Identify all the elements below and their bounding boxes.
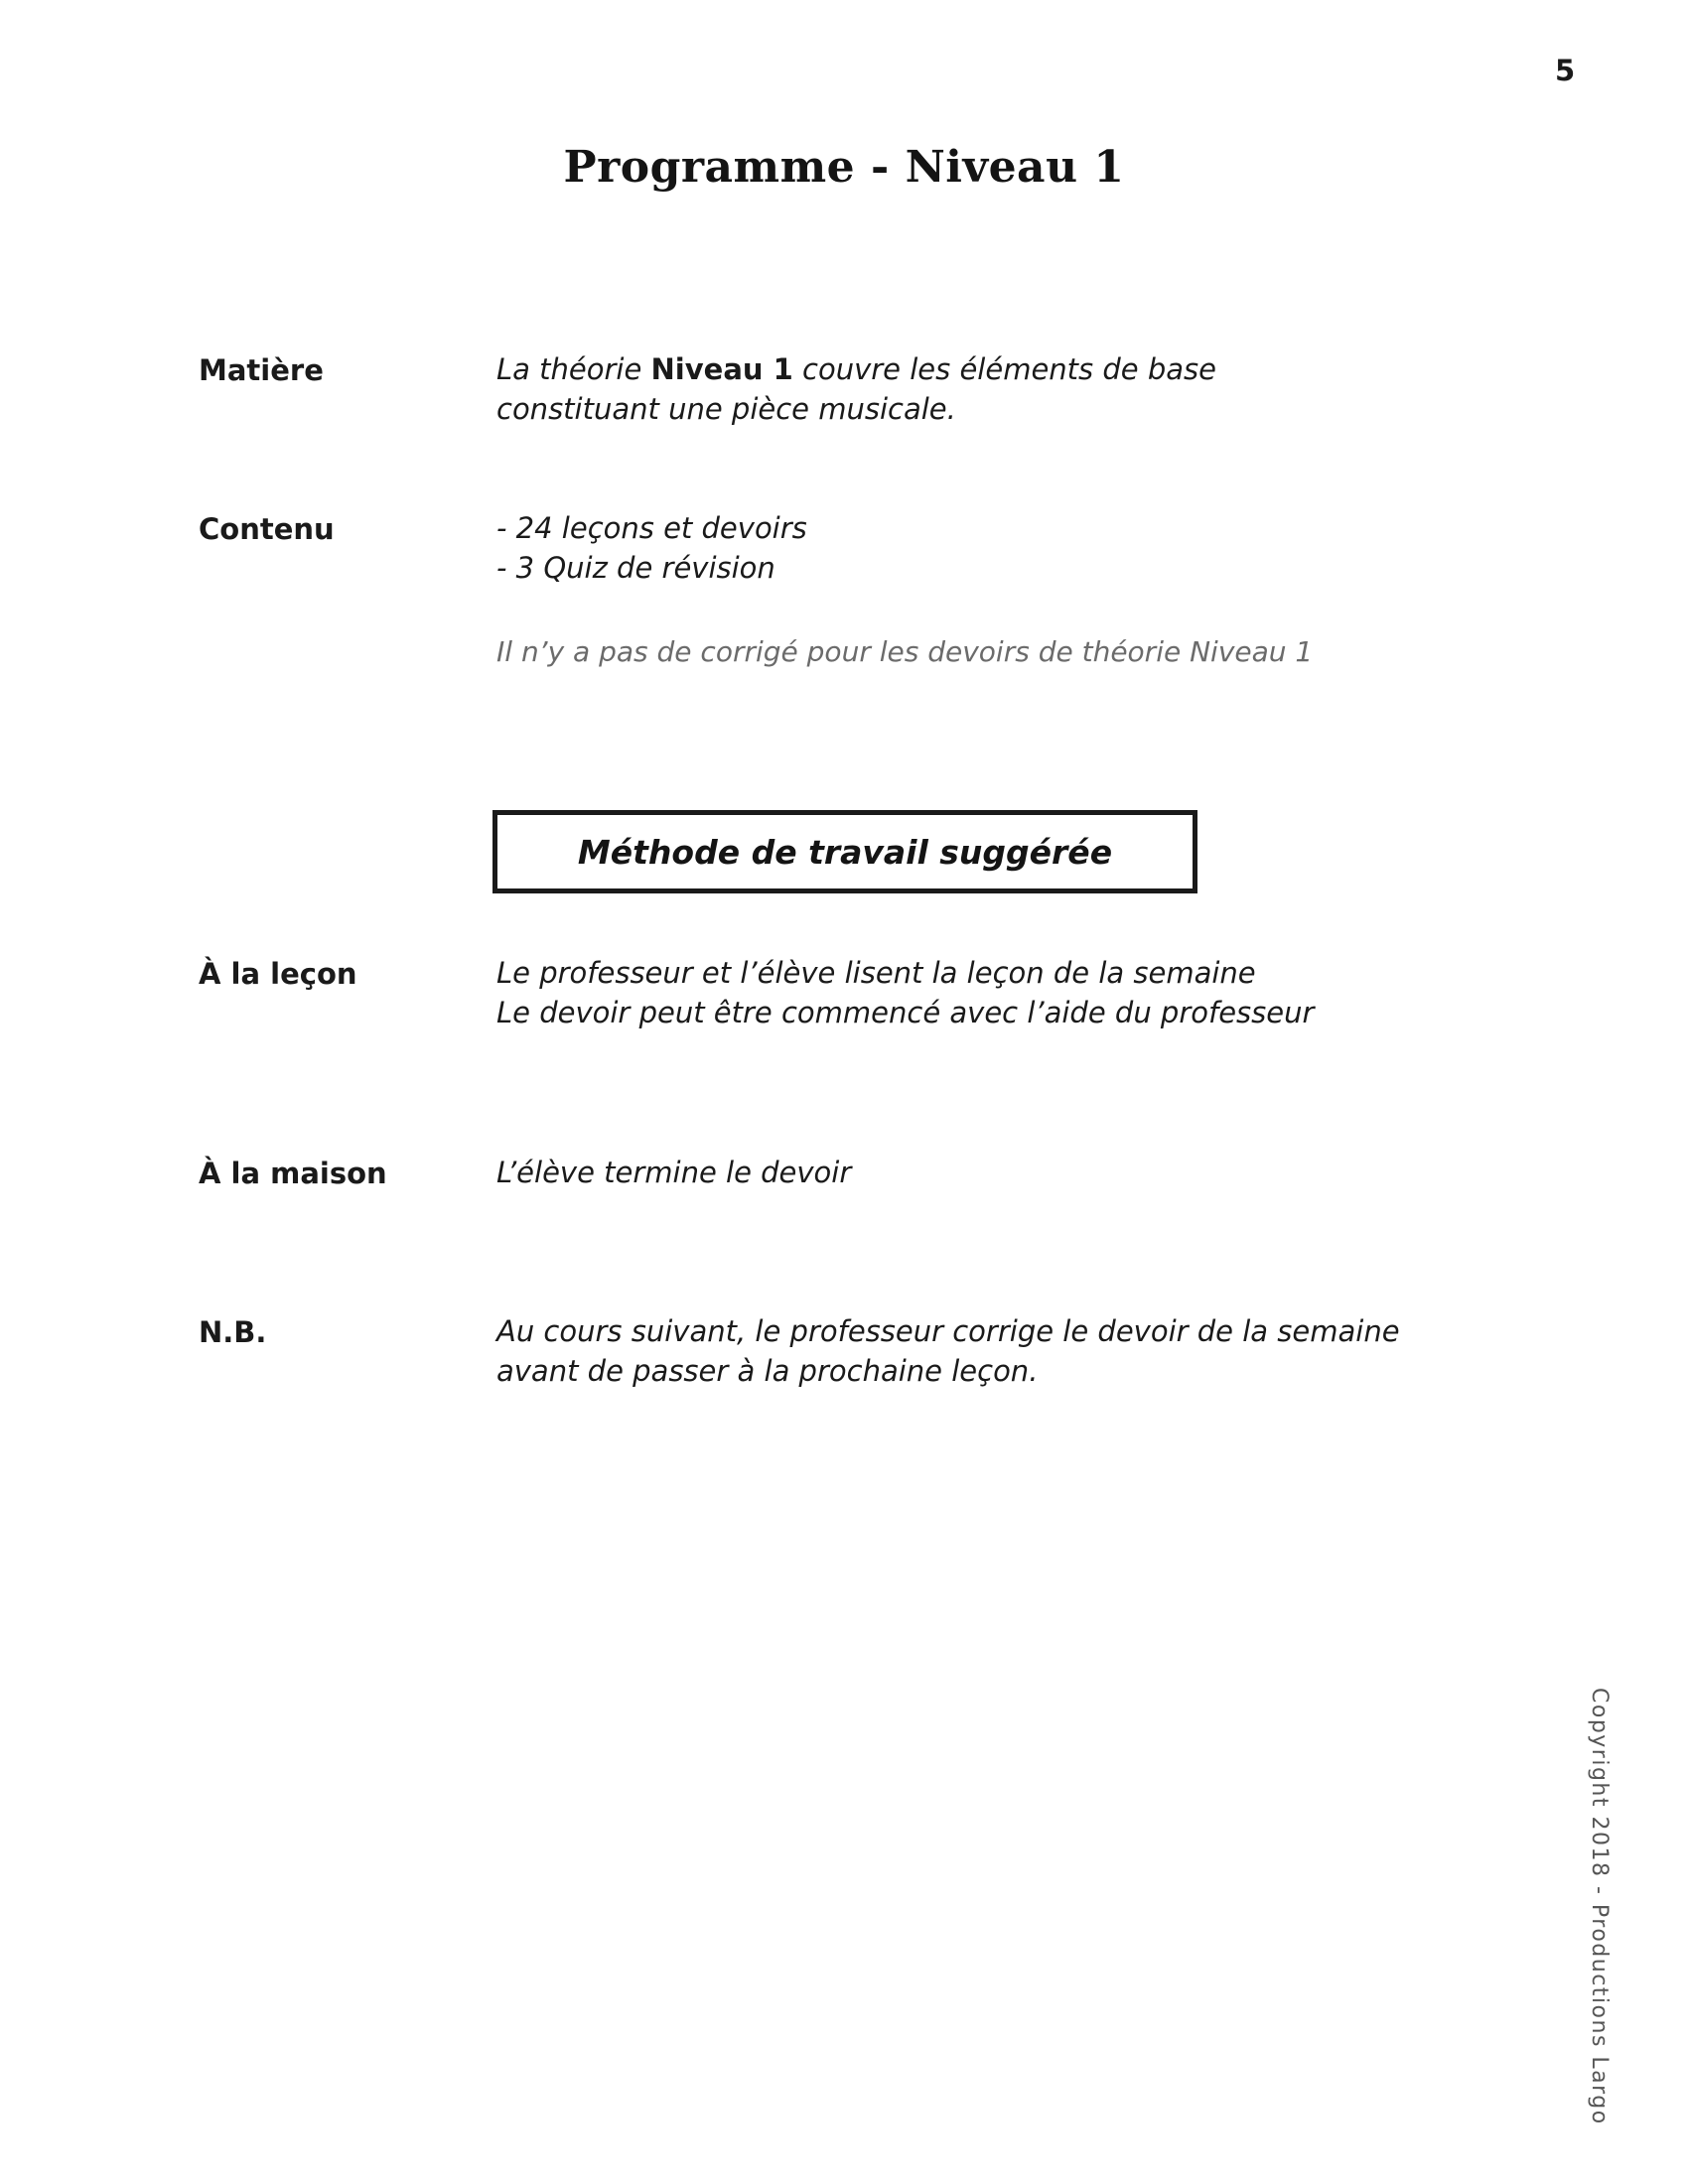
matiere-text: [496, 349, 1216, 429]
a-la-lecon-label: À la leçon: [199, 957, 357, 991]
nb-label: N.B.: [199, 1315, 267, 1349]
method-box: [492, 810, 1197, 893]
matiere-level-emphasis: Niveau 1: [650, 352, 793, 386]
nb-line: Au cours suivant, le professeur corrige le devoir de la semaine: [496, 1314, 1400, 1348]
a-la-lecon-line: Le devoir peut être commencé avec l’aide du professeur: [496, 996, 1315, 1029]
a-la-maison-text: [496, 1153, 851, 1192]
nb-line: avant de passer à la prochaine leçon.: [496, 1354, 1039, 1388]
matiere-line-1-post: couvre les éléments de base: [792, 352, 1216, 386]
a-la-lecon-line: Le professeur et l’élève lisent la leçon de la semaine: [496, 956, 1256, 990]
matiere-label: Matière: [199, 353, 324, 387]
a-la-maison-label: À la maison: [199, 1157, 387, 1190]
page-title: Programme - Niveau 1: [563, 142, 1125, 193]
a-la-maison-line: L’élève termine le devoir: [496, 1156, 852, 1189]
contenu-label: Contenu: [199, 512, 335, 546]
contenu-item: - 3 Quiz de révision: [496, 551, 775, 585]
matiere-line-1-pre: La théorie: [496, 352, 651, 386]
contenu-note: Il n’y a pas de corrigé pour les devoirs de théorie Niveau 1: [496, 635, 1314, 668]
contenu-item: - 24 leçons et devoirs: [496, 511, 807, 545]
page-number: 5: [1555, 54, 1576, 87]
nb-text: [496, 1311, 1400, 1391]
a-la-lecon-text: [496, 953, 1314, 1032]
matiere-line-2: constituant une pièce musicale.: [496, 392, 956, 426]
copyright-notice: Copyright 2018 - Productions Largo: [1587, 1688, 1612, 2125]
matiere-line-1: [496, 349, 1216, 389]
contenu-list: [496, 508, 807, 588]
method-title: Méthode de travail suggérée: [577, 832, 1113, 872]
